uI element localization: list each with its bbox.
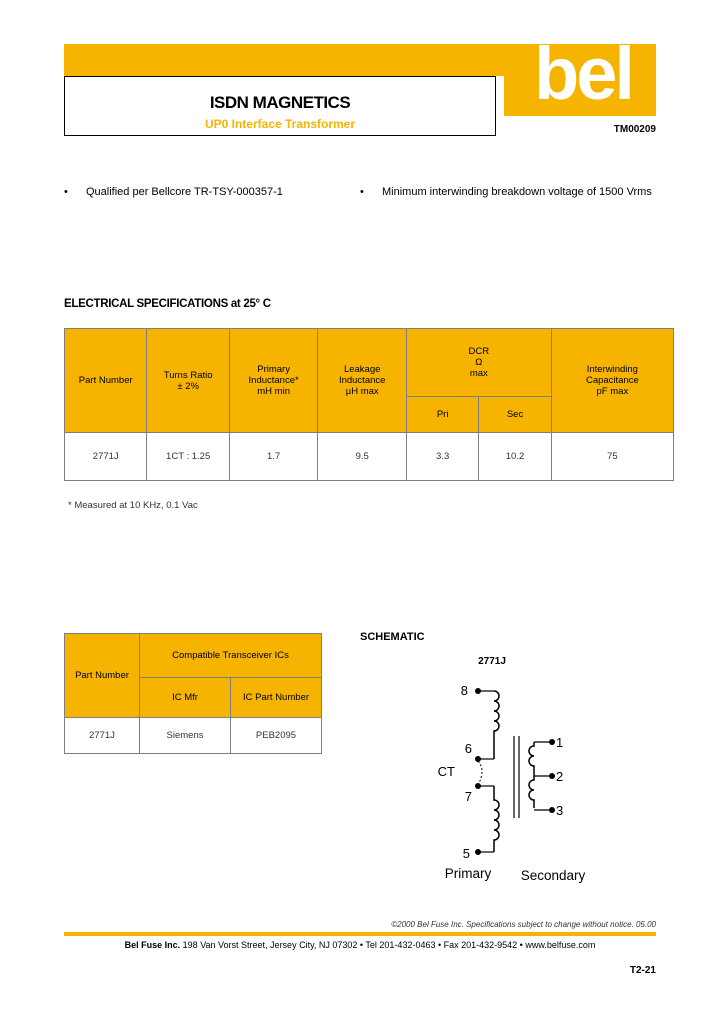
bullet-item: • Qualified per Bellcore TR-TSY-000357-1: [64, 186, 283, 198]
col-primary-inductance: Primary Inductance* mH min: [229, 329, 318, 433]
pin-5-dot: [475, 849, 481, 855]
spec-table: [64, 328, 674, 481]
page-number: T2-21: [629, 965, 656, 976]
cell-interwinding: 75: [551, 433, 673, 481]
pin-5-label: 5: [462, 846, 470, 861]
copyright: ©2000 Bel Fuse Inc. Specifications subject to change without notice. 05.00: [391, 920, 656, 929]
pin-7-label: 7: [464, 789, 472, 804]
company-address: 198 Van Vorst Street, Jersey City, NJ 07302 • Tel 201-432-0463 • Fax 201-432-9542 • www.belfuse.com: [180, 940, 596, 950]
col-turns-ratio: Turns Ratio ± 2%: [147, 329, 229, 433]
ct-link: [478, 761, 482, 785]
primary-label: Primary: [444, 866, 492, 881]
title-box: [64, 76, 496, 136]
primary-winding-upper: [494, 691, 499, 759]
pin-8-label: 8: [460, 683, 468, 698]
table-row: [65, 718, 322, 754]
pin-1-label: 1: [556, 735, 564, 750]
pin-6-label: 6: [464, 741, 472, 756]
doc-code: TM00209: [613, 124, 656, 135]
col-ic-part: IC Part Number: [231, 678, 322, 718]
cell-dcr-sec: 10.2: [479, 433, 551, 481]
cell-dcr-pri: 3.3: [406, 433, 478, 481]
pin-3-dot: [549, 807, 555, 813]
section-title: ELECTRICAL SPECIFICATIONS at 25° C: [64, 298, 271, 310]
pin-2-dot: [549, 773, 555, 779]
col-leakage-inductance: Leakage Inductance µH max: [318, 329, 407, 433]
bullet-text: Minimum interwinding breakdown voltage of 1500 Vrms: [382, 186, 652, 198]
page-title: ISDN MAGNETICS: [209, 93, 351, 112]
schematic-part-label: 2771J: [478, 656, 506, 667]
col-dcr-sec: Sec: [479, 397, 551, 433]
secondary-winding: [529, 742, 534, 808]
bullet-text: Qualified per Bellcore TR-TSY-000357-1: [86, 186, 283, 198]
cell-part-number: 2771J: [65, 718, 140, 754]
pin-2-label: 2: [556, 769, 564, 784]
col-dcr: DCR Ω max: [406, 329, 551, 397]
pin-3-label: 3: [556, 803, 564, 818]
col-part-number: Part Number: [65, 634, 140, 718]
col-compatible-ics: Compatible Transceiver ICs: [140, 634, 322, 678]
footnote: * Measured at 10 KHz, 0.1 Vac: [68, 500, 198, 511]
page-subtitle: UP0 Interface Transformer: [204, 117, 356, 131]
table-row: [65, 433, 674, 481]
secondary-label: Secondary: [520, 868, 586, 883]
cell-ic-mfr: Siemens: [140, 718, 231, 754]
cell-ic-part: PEB2095: [231, 718, 322, 754]
col-interwinding: Interwinding Capacitance pF max: [551, 329, 673, 433]
cell-primary-inductance: 1.7: [229, 433, 318, 481]
col-ic-mfr: IC Mfr: [140, 678, 231, 718]
bullet-item: • Minimum interwinding breakdown voltage of 1500 Vrms: [360, 186, 652, 198]
ic-table: [64, 633, 322, 754]
col-part-number: Part Number: [65, 329, 147, 433]
footer-rule: [64, 932, 656, 936]
cell-leakage-inductance: 9.5: [318, 433, 407, 481]
company-name: Bel Fuse Inc.: [124, 940, 181, 950]
cell-part-number: 2771J: [65, 433, 147, 481]
primary-winding-lower: [494, 786, 499, 852]
ct-label: CT: [437, 764, 455, 779]
cell-turns-ratio: 1CT : 1.25: [147, 433, 229, 481]
footer-address: [64, 940, 656, 950]
col-dcr-pri: Pri: [406, 397, 478, 433]
bel-logo: bel: [534, 32, 632, 115]
transformer-schematic: [420, 650, 620, 890]
schematic-title: SCHEMATIC: [360, 631, 425, 643]
